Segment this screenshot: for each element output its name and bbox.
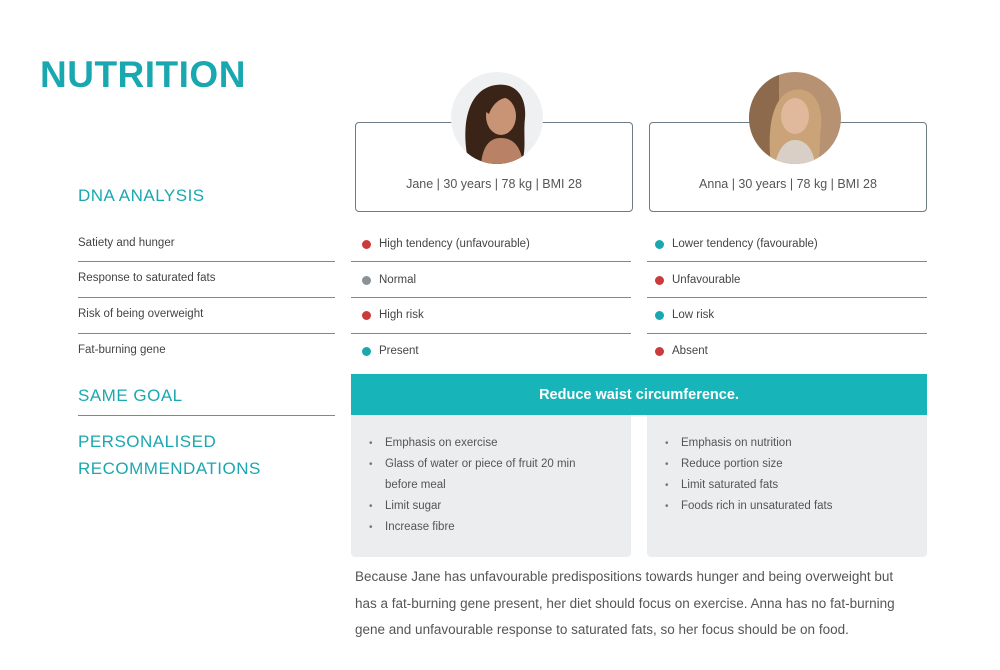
summary-paragraph (355, 564, 935, 644)
value-text: Absent (672, 345, 708, 357)
recommendation-item: • Limit sugar (369, 496, 631, 517)
summary-line: gene and unfavourable response to saturated fats, so her focus should be on food. (355, 622, 849, 637)
status-dot (655, 240, 664, 249)
divider (647, 333, 927, 334)
divider (351, 297, 631, 298)
recommendation-item: • Increase fibre (369, 517, 631, 538)
recommendation-item: • Foods rich in unsaturated fats (665, 496, 927, 517)
status-dot (655, 347, 664, 356)
recommendations-anna (647, 415, 927, 557)
page-title: NUTRITION (40, 54, 246, 95)
divider (351, 333, 631, 334)
avatar-anna (749, 72, 841, 164)
status-dot (362, 347, 371, 356)
divider (78, 261, 335, 262)
jane-value-saturated-fats (362, 274, 416, 286)
trait-label-satiety: Satiety and hunger (78, 237, 175, 249)
value-text: Lower tendency (favourable) (672, 238, 818, 250)
summary-line: Because Jane has unfavourable predispositions towards hunger and being overweight but (355, 569, 894, 584)
status-dot (655, 276, 664, 285)
value-text: Low risk (672, 309, 715, 321)
profile-info-jane: Jane | 30 years | 78 kg | BMI 28 (406, 177, 582, 191)
divider (647, 297, 927, 298)
trait-label-saturated-fats: Response to saturated fats (78, 272, 216, 284)
recommendation-list-jane (351, 415, 631, 538)
divider (78, 415, 335, 416)
recommendations-jane (351, 415, 631, 557)
recommendation-item: • Emphasis on nutrition (665, 433, 927, 454)
trait-label-fat-burning-gene: Fat-burning gene (78, 344, 166, 356)
section-recs-line2: RECOMMENDATIONS (78, 459, 261, 478)
status-dot (362, 240, 371, 249)
recommendation-list-anna (647, 415, 927, 517)
goal-banner: Reduce waist circumference. (351, 374, 927, 415)
jane-value-satiety (362, 238, 530, 250)
status-dot (362, 311, 371, 320)
summary-line: has a fat-burning gene present, her diet should focus on exercise. Anna has no fat-burning (355, 595, 895, 611)
value-text: Present (379, 345, 419, 357)
divider (647, 261, 927, 262)
section-personalised-recommendations (78, 428, 261, 482)
value-text: Unfavourable (672, 274, 741, 286)
recommendation-item: • Reduce portion size (665, 454, 927, 475)
anna-value-saturated-fats (655, 274, 740, 286)
recommendation-item-continuation: before meal (385, 479, 446, 491)
divider (78, 333, 335, 334)
divider (351, 261, 631, 262)
section-dna-analysis: DNA ANALYSIS (78, 186, 205, 205)
jane-value-fat-burning-gene (362, 345, 419, 357)
anna-value-satiety (655, 238, 818, 250)
jane-value-overweight-risk (362, 309, 424, 321)
status-dot (362, 276, 371, 285)
value-text: High risk (379, 309, 424, 321)
recommendation-item: • Limit saturated fats (665, 475, 927, 496)
value-text: Normal (379, 274, 417, 286)
profile-info-anna: Anna | 30 years | 78 kg | BMI 28 (699, 177, 877, 191)
divider (78, 297, 335, 298)
section-same-goal: SAME GOAL (78, 386, 183, 405)
recommendation-item: • Glass of water or piece of fruit 20 min (369, 454, 631, 475)
value-text: High tendency (unfavourable) (379, 238, 530, 250)
status-dot (655, 311, 664, 320)
anna-value-fat-burning-gene (655, 345, 708, 357)
avatar-jane (451, 72, 543, 164)
anna-value-overweight-risk (655, 309, 714, 321)
section-recs-line1: PERSONALISED (78, 432, 217, 451)
recommendation-item: • Emphasis on exercise (369, 433, 631, 454)
trait-label-overweight-risk: Risk of being overweight (78, 308, 204, 320)
